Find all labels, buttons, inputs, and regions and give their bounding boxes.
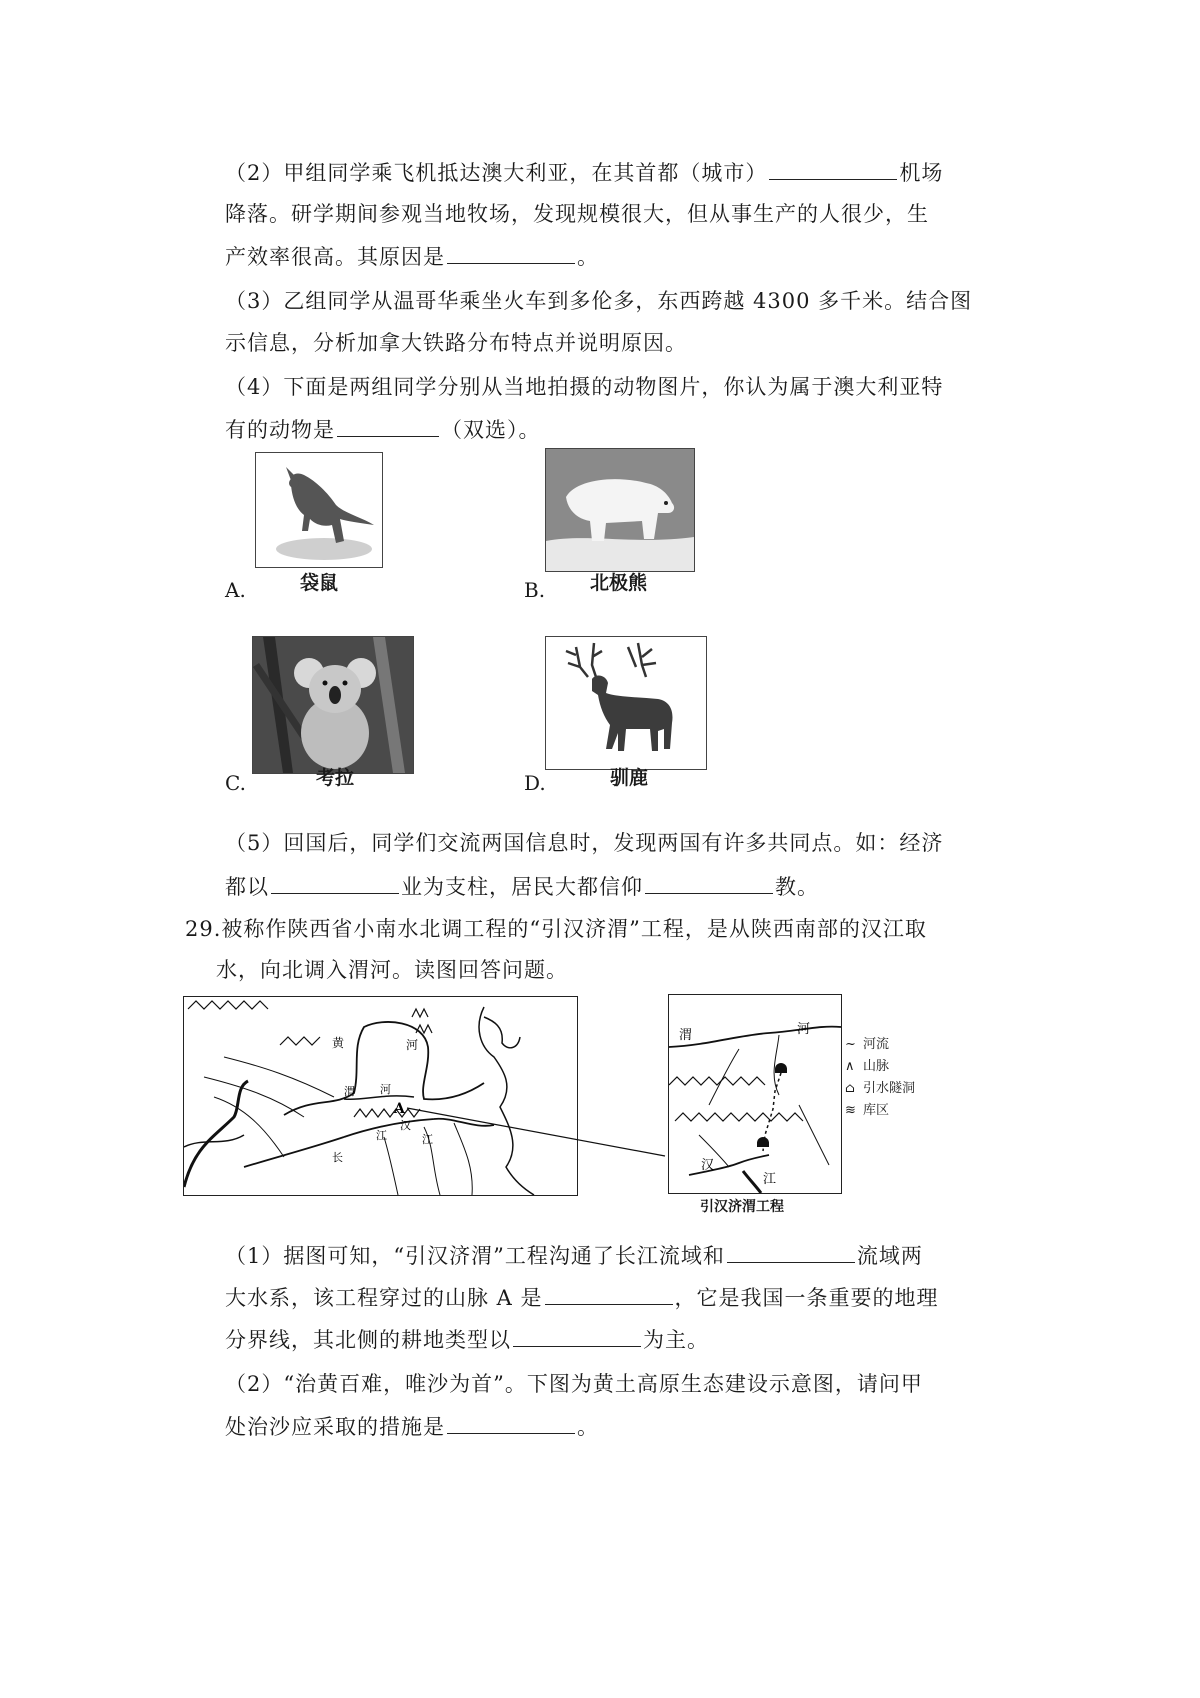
- answer-blank-religion[interactable]: [645, 871, 773, 894]
- koala-image: [252, 636, 414, 774]
- map-label-chang: 长: [332, 1151, 343, 1164]
- inset-label-jiang: 江: [763, 1172, 777, 1187]
- q3-line1: （3）乙组同学从温哥华乘坐火车到多伦多，东西跨越 4300 多千米。结合图: [225, 289, 973, 313]
- answer-blank-capital[interactable]: [769, 157, 897, 180]
- option-c-caption: 考拉: [316, 767, 355, 789]
- map-label-he1: 河: [406, 1038, 419, 1052]
- q5-line1: （5）回国后，同学们交流两国信息时，发现两国有许多共同点。如：经济: [225, 831, 944, 855]
- q29-1-line3: 分界线，其北侧的耕地类型以 为主。: [225, 1324, 709, 1355]
- reservoir-icon: ≋: [845, 1103, 856, 1118]
- legend-mountain: ∧ 山脉: [845, 1056, 915, 1078]
- mountain-icon: ∧: [845, 1059, 855, 1074]
- kangaroo-image: [255, 452, 383, 568]
- q29-2-line2: 处治沙应采取的措施是 。: [225, 1411, 599, 1442]
- answer-blank-mountain[interactable]: [545, 1282, 673, 1305]
- answer-blank-animals[interactable]: [337, 414, 439, 437]
- answer-blank-reason[interactable]: [447, 241, 575, 264]
- q29-2-line1: （2）“治黄百难，唯沙为首”。下图为黄土高原生态建设示意图，请问甲: [225, 1372, 923, 1396]
- map-label-he2: 河: [380, 1083, 391, 1096]
- option-c-letter: C.: [225, 771, 246, 795]
- polar-bear-image: [545, 448, 695, 572]
- q29-line2: 水，向北调入渭河。读图回答问题。: [216, 958, 568, 982]
- map-caption: 引汉济渭工程: [700, 1199, 784, 1215]
- option-b-caption: 北极熊: [590, 572, 648, 594]
- map-label-han: 汉: [400, 1119, 411, 1132]
- option-d-letter: D.: [524, 771, 546, 795]
- answer-blank-measure[interactable]: [447, 1411, 575, 1434]
- option-d-caption: 驯鹿: [610, 767, 649, 789]
- connector-line: [395, 1100, 670, 1160]
- map-legend: [845, 1034, 915, 1122]
- tunnel-icon: ⌂: [845, 1081, 855, 1096]
- inset-label-he: 河: [797, 1022, 811, 1037]
- q2-line2: 降落。研学期间参观当地牧场，发现规模很大，但从事生产的人很少，生: [225, 202, 929, 226]
- answer-blank-industry[interactable]: [271, 871, 399, 894]
- project-inset-map: [668, 994, 842, 1194]
- q2-line1: （2）甲组同学乘飞机抵达澳大利亚，在其首都（城市） 机场: [225, 157, 943, 188]
- region-map: [183, 996, 578, 1196]
- map-label-huang: 黄: [332, 1036, 345, 1050]
- answer-blank-basin[interactable]: [727, 1240, 855, 1263]
- option-b-letter: B.: [524, 578, 546, 602]
- legend-river: ~ 河流: [845, 1034, 915, 1056]
- q5-line2: 都以 业为支柱，居民大都信仰 教。: [225, 871, 819, 902]
- map-label-A: A: [394, 1101, 405, 1117]
- option-a-caption: 袋鼠: [300, 572, 339, 594]
- q4-line1: （4）下面是两组同学分别从当地拍摄的动物图片，你认为属于澳大利亚特: [225, 375, 944, 399]
- option-a-letter: A.: [225, 578, 246, 602]
- q29-1-line1: （1）据图可知，“引汉济渭”工程沟通了长江流域和 流域两: [225, 1240, 923, 1271]
- q3-line2: 示信息，分析加拿大铁路分布特点并说明原因。: [225, 331, 687, 355]
- map-label-wei: 渭: [344, 1085, 355, 1098]
- answer-blank-farmland[interactable]: [513, 1324, 641, 1347]
- map-label-jiang1: 江: [376, 1129, 387, 1142]
- q29-1-line2: 大水系，该工程穿过的山脉 A 是 ，它是我国一条重要的地理: [225, 1282, 939, 1313]
- q4-line2: 有的动物是 （双选）。: [225, 414, 541, 445]
- q29-line1: 29.被称作陕西省小南水北调工程的“引汉济渭”工程，是从陕西南部的汉江取: [185, 917, 927, 941]
- map-label-jiang2: 江: [422, 1133, 433, 1146]
- legend-reservoir: ≋ 库区: [845, 1100, 915, 1122]
- inset-label-han: 汉: [701, 1158, 715, 1173]
- river-icon: ~: [845, 1037, 856, 1052]
- legend-tunnel: ⌂ 引水隧洞: [845, 1078, 915, 1100]
- inset-label-wei: 渭: [679, 1028, 693, 1043]
- reindeer-image: [545, 636, 707, 770]
- q2-line3: 产效率很高。其原因是 。: [225, 241, 599, 272]
